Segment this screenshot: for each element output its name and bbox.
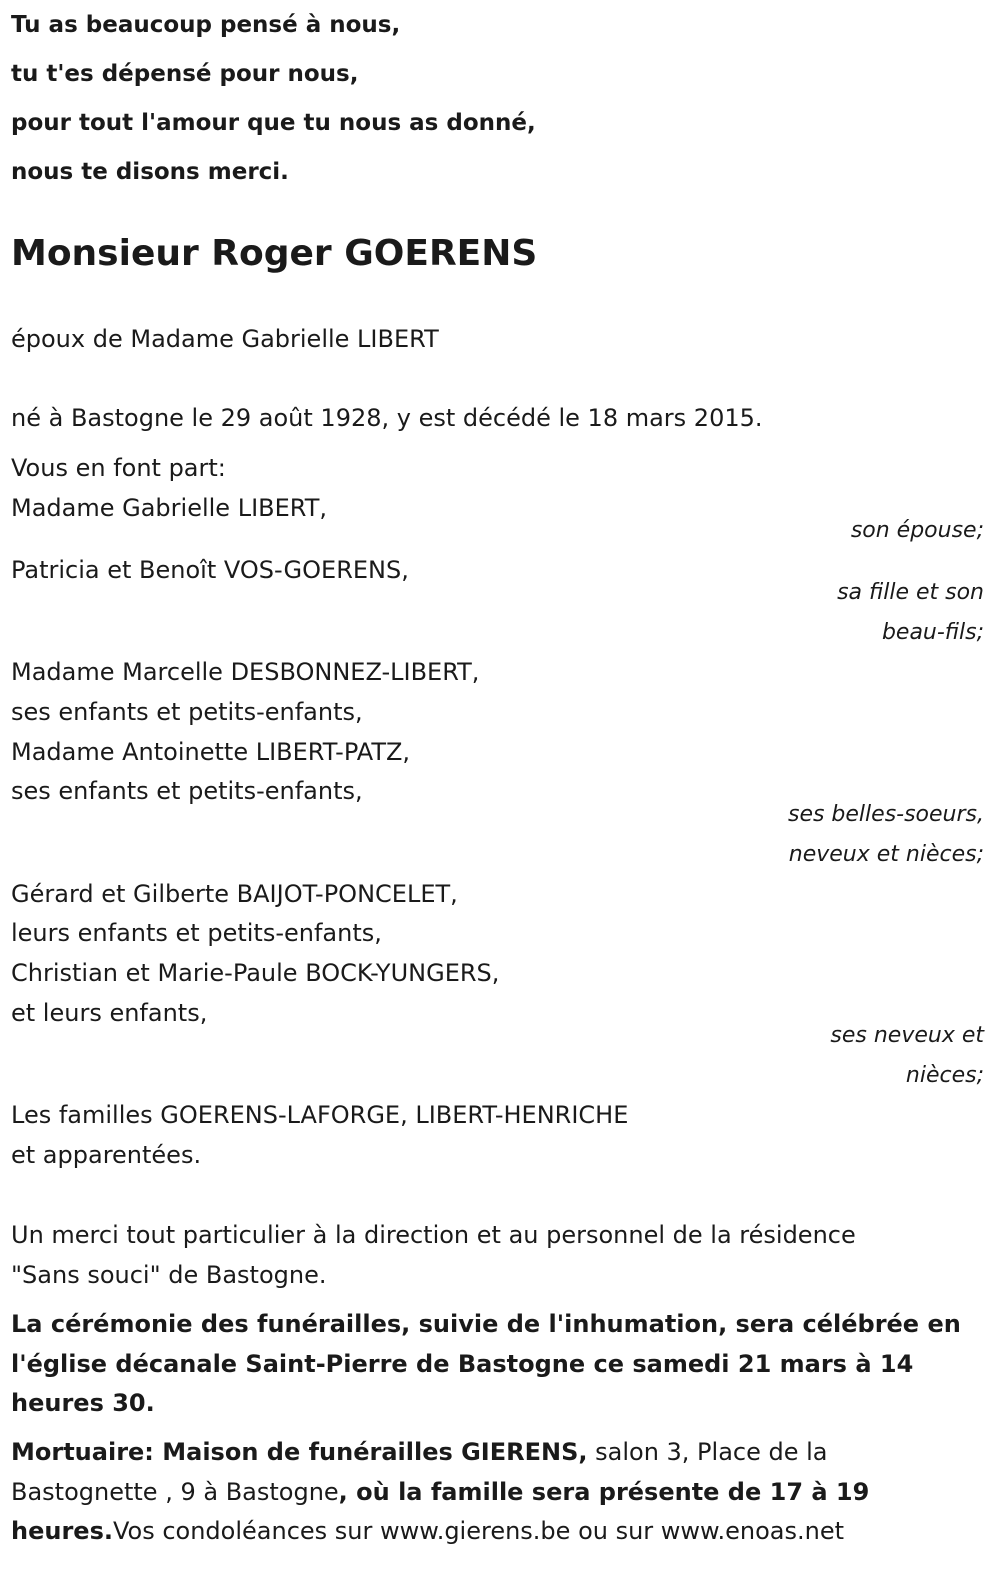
group-4-relation-1: ses neveux et [830, 1023, 984, 1048]
group-3-line-3: Madame Antoinette LIBERT-PATZ, [11, 738, 411, 766]
group-4-line-2: leurs enfants et petits-enfants, [11, 919, 382, 947]
group-4-line-4: et leurs enfants, [11, 999, 208, 1027]
poem-line-3: pour tout l'amour que tu nous as donné, [11, 110, 536, 136]
mortuary-address-2: Bastognette , 9 à Bastogne [11, 1478, 339, 1506]
group-4-relation-2: nièces; [905, 1063, 984, 1088]
thanks-line-2: "Sans souci" de Bastogne. [11, 1261, 327, 1289]
poem-line-1: Tu as beaucoup pensé à nous, [11, 12, 401, 38]
poem-line-4: nous te disons merci. [11, 159, 289, 185]
ceremony-line-3: heures 30. [11, 1389, 155, 1417]
family-presence-end: heures. [11, 1517, 113, 1545]
group-1-relation-1: son épouse; [850, 518, 984, 543]
families-line-1: Les familles GOERENS-LAFORGE, LIBERT-HENRICHE [11, 1101, 629, 1129]
family-presence: , où la famille sera présente de 17 à 19 [338, 1478, 870, 1506]
families-line-2: et apparentées. [11, 1141, 202, 1169]
ceremony-line-2: l'église décanale Saint-Pierre de Bastogne ce samedi 21 mars à 14 [11, 1350, 914, 1378]
group-2-relation-2: beau-fils; [881, 620, 984, 645]
group-3-line-4: ses enfants et petits-enfants, [11, 777, 363, 805]
mortuary-address-1: salon 3, Place de la [587, 1438, 828, 1466]
spouse-line: époux de Madame Gabrielle LIBERT [11, 325, 439, 353]
mortuary-line-1 [11, 1437, 828, 1467]
group-3-relation-1: ses belles-soeurs, [787, 802, 984, 827]
ceremony-line-1: La cérémonie des funérailles, suivie de l'inhumation, sera célébrée en [11, 1310, 961, 1338]
thanks-line-1: Un merci tout particulier à la direction et au personnel de la résidence [11, 1221, 856, 1249]
group-4-line-1: Gérard et Gilberte BAIJOT-PONCELET, [11, 880, 458, 908]
mortuary-place: Mortuaire: Maison de funérailles GIERENS, [11, 1438, 588, 1466]
group-3-line-2: ses enfants et petits-enfants, [11, 698, 363, 726]
mortuary-line-3 [11, 1516, 844, 1546]
announcement-intro: Vous en font part: [11, 454, 226, 482]
group-2-relation-1: sa fille et son [837, 580, 984, 605]
group-1-line-1: Madame Gabrielle LIBERT, [11, 494, 327, 522]
group-2-line-1: Patricia et Benoît VOS-GOERENS, [11, 556, 409, 584]
group-3-line-1: Madame Marcelle DESBONNEZ-LIBERT, [11, 658, 480, 686]
group-4-line-3: Christian et Marie-Paule BOCK-YUNGERS, [11, 959, 500, 987]
mortuary-line-2 [11, 1477, 869, 1507]
condolences-text: Vos condoléances sur www.gierens.be ou sur www.enoas.net [112, 1517, 844, 1545]
group-3-relation-2: neveux et nièces; [788, 842, 984, 867]
poem-line-2: tu t'es dépensé pour nous, [11, 61, 359, 87]
life-dates: né à Bastogne le 29 août 1928, y est décédé le 18 mars 2015. [11, 404, 763, 432]
deceased-name: Monsieur Roger GOERENS [11, 233, 538, 274]
